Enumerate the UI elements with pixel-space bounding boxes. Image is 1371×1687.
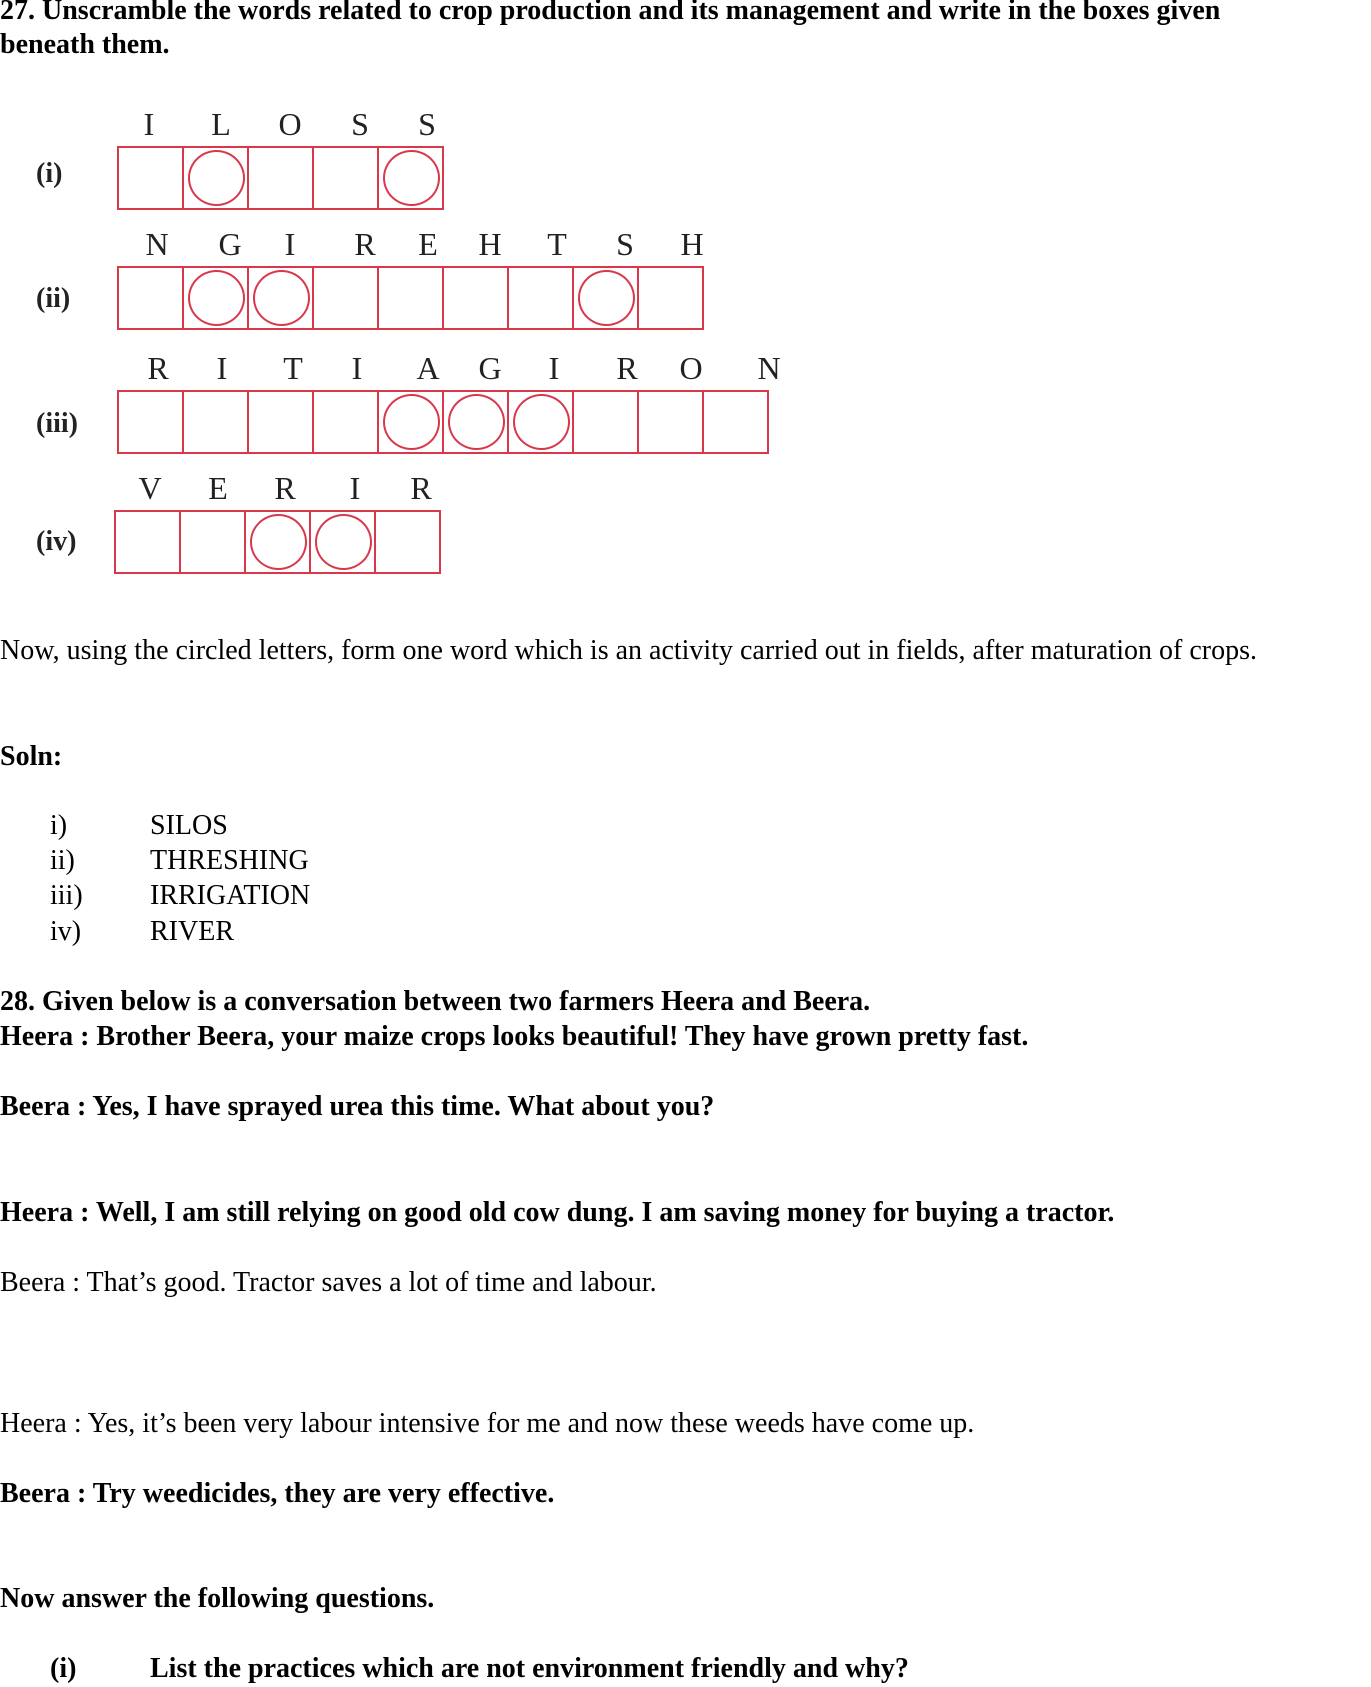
scrambled-letter: I — [548, 350, 560, 386]
scrambled-letter: V — [138, 470, 162, 506]
scrambled-letter: E — [418, 226, 438, 262]
answer-box-circled[interactable] — [379, 392, 444, 452]
puzzle-label: (i) — [36, 158, 63, 189]
answer-box[interactable] — [376, 512, 441, 572]
q27-instruction: Now, using the circled letters, form one word which is an activity carried out in fields, after maturation of crops. — [0, 635, 1258, 666]
answer-box-circled[interactable] — [184, 268, 249, 328]
answer-boxes — [117, 390, 769, 454]
scrambled-letter: N — [145, 226, 169, 262]
answer-box[interactable] — [574, 392, 639, 452]
scrambled-letter: I — [349, 470, 361, 506]
scrambled-letter: R — [147, 350, 169, 386]
answer-word: RIVER — [150, 916, 234, 947]
answer-word: THRESHING — [150, 845, 309, 876]
scrambled-letter: A — [416, 350, 440, 386]
answer-prompt: Now answer the following questions. — [0, 1583, 435, 1614]
dialogue-line: Heera : Brother Beera, your maize crops looks beautiful! They have grown pretty fast. — [0, 1021, 1029, 1052]
scrambled-letter: H — [680, 226, 704, 262]
q28-title: 28. Given below is a conversation between two farmers Heera and Beera. — [0, 986, 871, 1017]
answer-box[interactable] — [249, 392, 314, 452]
scrambled-letter: I — [351, 350, 363, 386]
scrambled-letter: N — [757, 350, 781, 386]
scrambled-letter: S — [616, 226, 634, 262]
scrambled-letter: I — [284, 226, 296, 262]
answer-box[interactable] — [181, 512, 246, 572]
dialogue-line: Beera : That’s good. Tractor saves a lot of time and labour. — [0, 1267, 657, 1298]
answer-box[interactable] — [314, 268, 379, 328]
question-text: List the practices which are not environment friendly and why? — [150, 1653, 909, 1684]
answer-box[interactable] — [379, 268, 444, 328]
scrambled-letter: I — [143, 106, 155, 142]
answer-box[interactable] — [314, 392, 379, 452]
scrambled-letter: I — [216, 350, 228, 386]
answer-box[interactable] — [184, 392, 249, 452]
q27-title-line1: 27. Unscramble the words related to crop production and its management and write in the boxes given — [0, 0, 1221, 26]
scrambled-letter: T — [283, 350, 303, 386]
answer-box-circled[interactable] — [574, 268, 639, 328]
soln-label: Soln: — [0, 741, 63, 772]
answer-number: i) — [50, 810, 68, 841]
answer-box[interactable] — [639, 268, 704, 328]
dialogue-line: Heera : Well, I am still relying on good old cow dung. I am saving money for buying a tractor. — [0, 1197, 1115, 1228]
answer-box[interactable] — [314, 148, 379, 208]
answer-box[interactable] — [704, 392, 769, 452]
answer-number: iii) — [50, 880, 83, 911]
answer-boxes — [114, 510, 441, 574]
answer-word: IRRIGATION — [150, 880, 311, 911]
answer-box[interactable] — [249, 148, 314, 208]
answer-box-circled[interactable] — [184, 148, 249, 208]
scrambled-letter: S — [351, 106, 369, 142]
answer-word: SILOS — [150, 810, 228, 841]
answer-box[interactable] — [639, 392, 704, 452]
answer-box[interactable] — [119, 268, 184, 328]
dialogue-line: Beera : Try weedicides, they are very effective. — [0, 1478, 555, 1509]
scrambled-letter: O — [278, 106, 302, 142]
answer-box[interactable] — [119, 392, 184, 452]
scrambled-letter: R — [354, 226, 376, 262]
answer-number: iv) — [50, 916, 82, 947]
scrambled-letter: G — [218, 226, 242, 262]
answer-box[interactable] — [116, 512, 181, 572]
answer-box[interactable] — [119, 148, 184, 208]
scrambled-letter: S — [418, 106, 436, 142]
answer-box-circled[interactable] — [444, 392, 509, 452]
scrambled-letter: T — [547, 226, 567, 262]
answer-box-circled[interactable] — [246, 512, 311, 572]
answer-box-circled[interactable] — [509, 392, 574, 452]
answer-box-circled[interactable] — [249, 268, 314, 328]
puzzle-label: (iii) — [36, 408, 78, 439]
answer-box[interactable] — [444, 268, 509, 328]
answer-boxes — [117, 146, 444, 210]
answer-box-circled[interactable] — [311, 512, 376, 572]
q27-title-line2: beneath them. — [0, 29, 170, 60]
scrambled-letter: E — [208, 470, 228, 506]
scrambled-letter: R — [410, 470, 432, 506]
answer-box[interactable] — [509, 268, 574, 328]
answer-box-circled[interactable] — [379, 148, 444, 208]
scrambled-letter: R — [616, 350, 638, 386]
puzzle-label: (ii) — [36, 283, 71, 314]
scrambled-letter: L — [211, 106, 231, 142]
scrambled-letter: H — [478, 226, 502, 262]
scrambled-letter: R — [274, 470, 296, 506]
dialogue-line: Beera : Yes, I have sprayed urea this time. What about you? — [0, 1091, 715, 1122]
puzzle-label: (iv) — [36, 526, 77, 557]
answer-boxes — [117, 266, 704, 330]
answer-number: ii) — [50, 845, 75, 876]
dialogue-line: Heera : Yes, it’s been very labour intensive for me and now these weeds have come up. — [0, 1408, 975, 1439]
question-number: (i) — [50, 1653, 77, 1684]
scrambled-letter: G — [478, 350, 502, 386]
scrambled-letter: O — [679, 350, 703, 386]
